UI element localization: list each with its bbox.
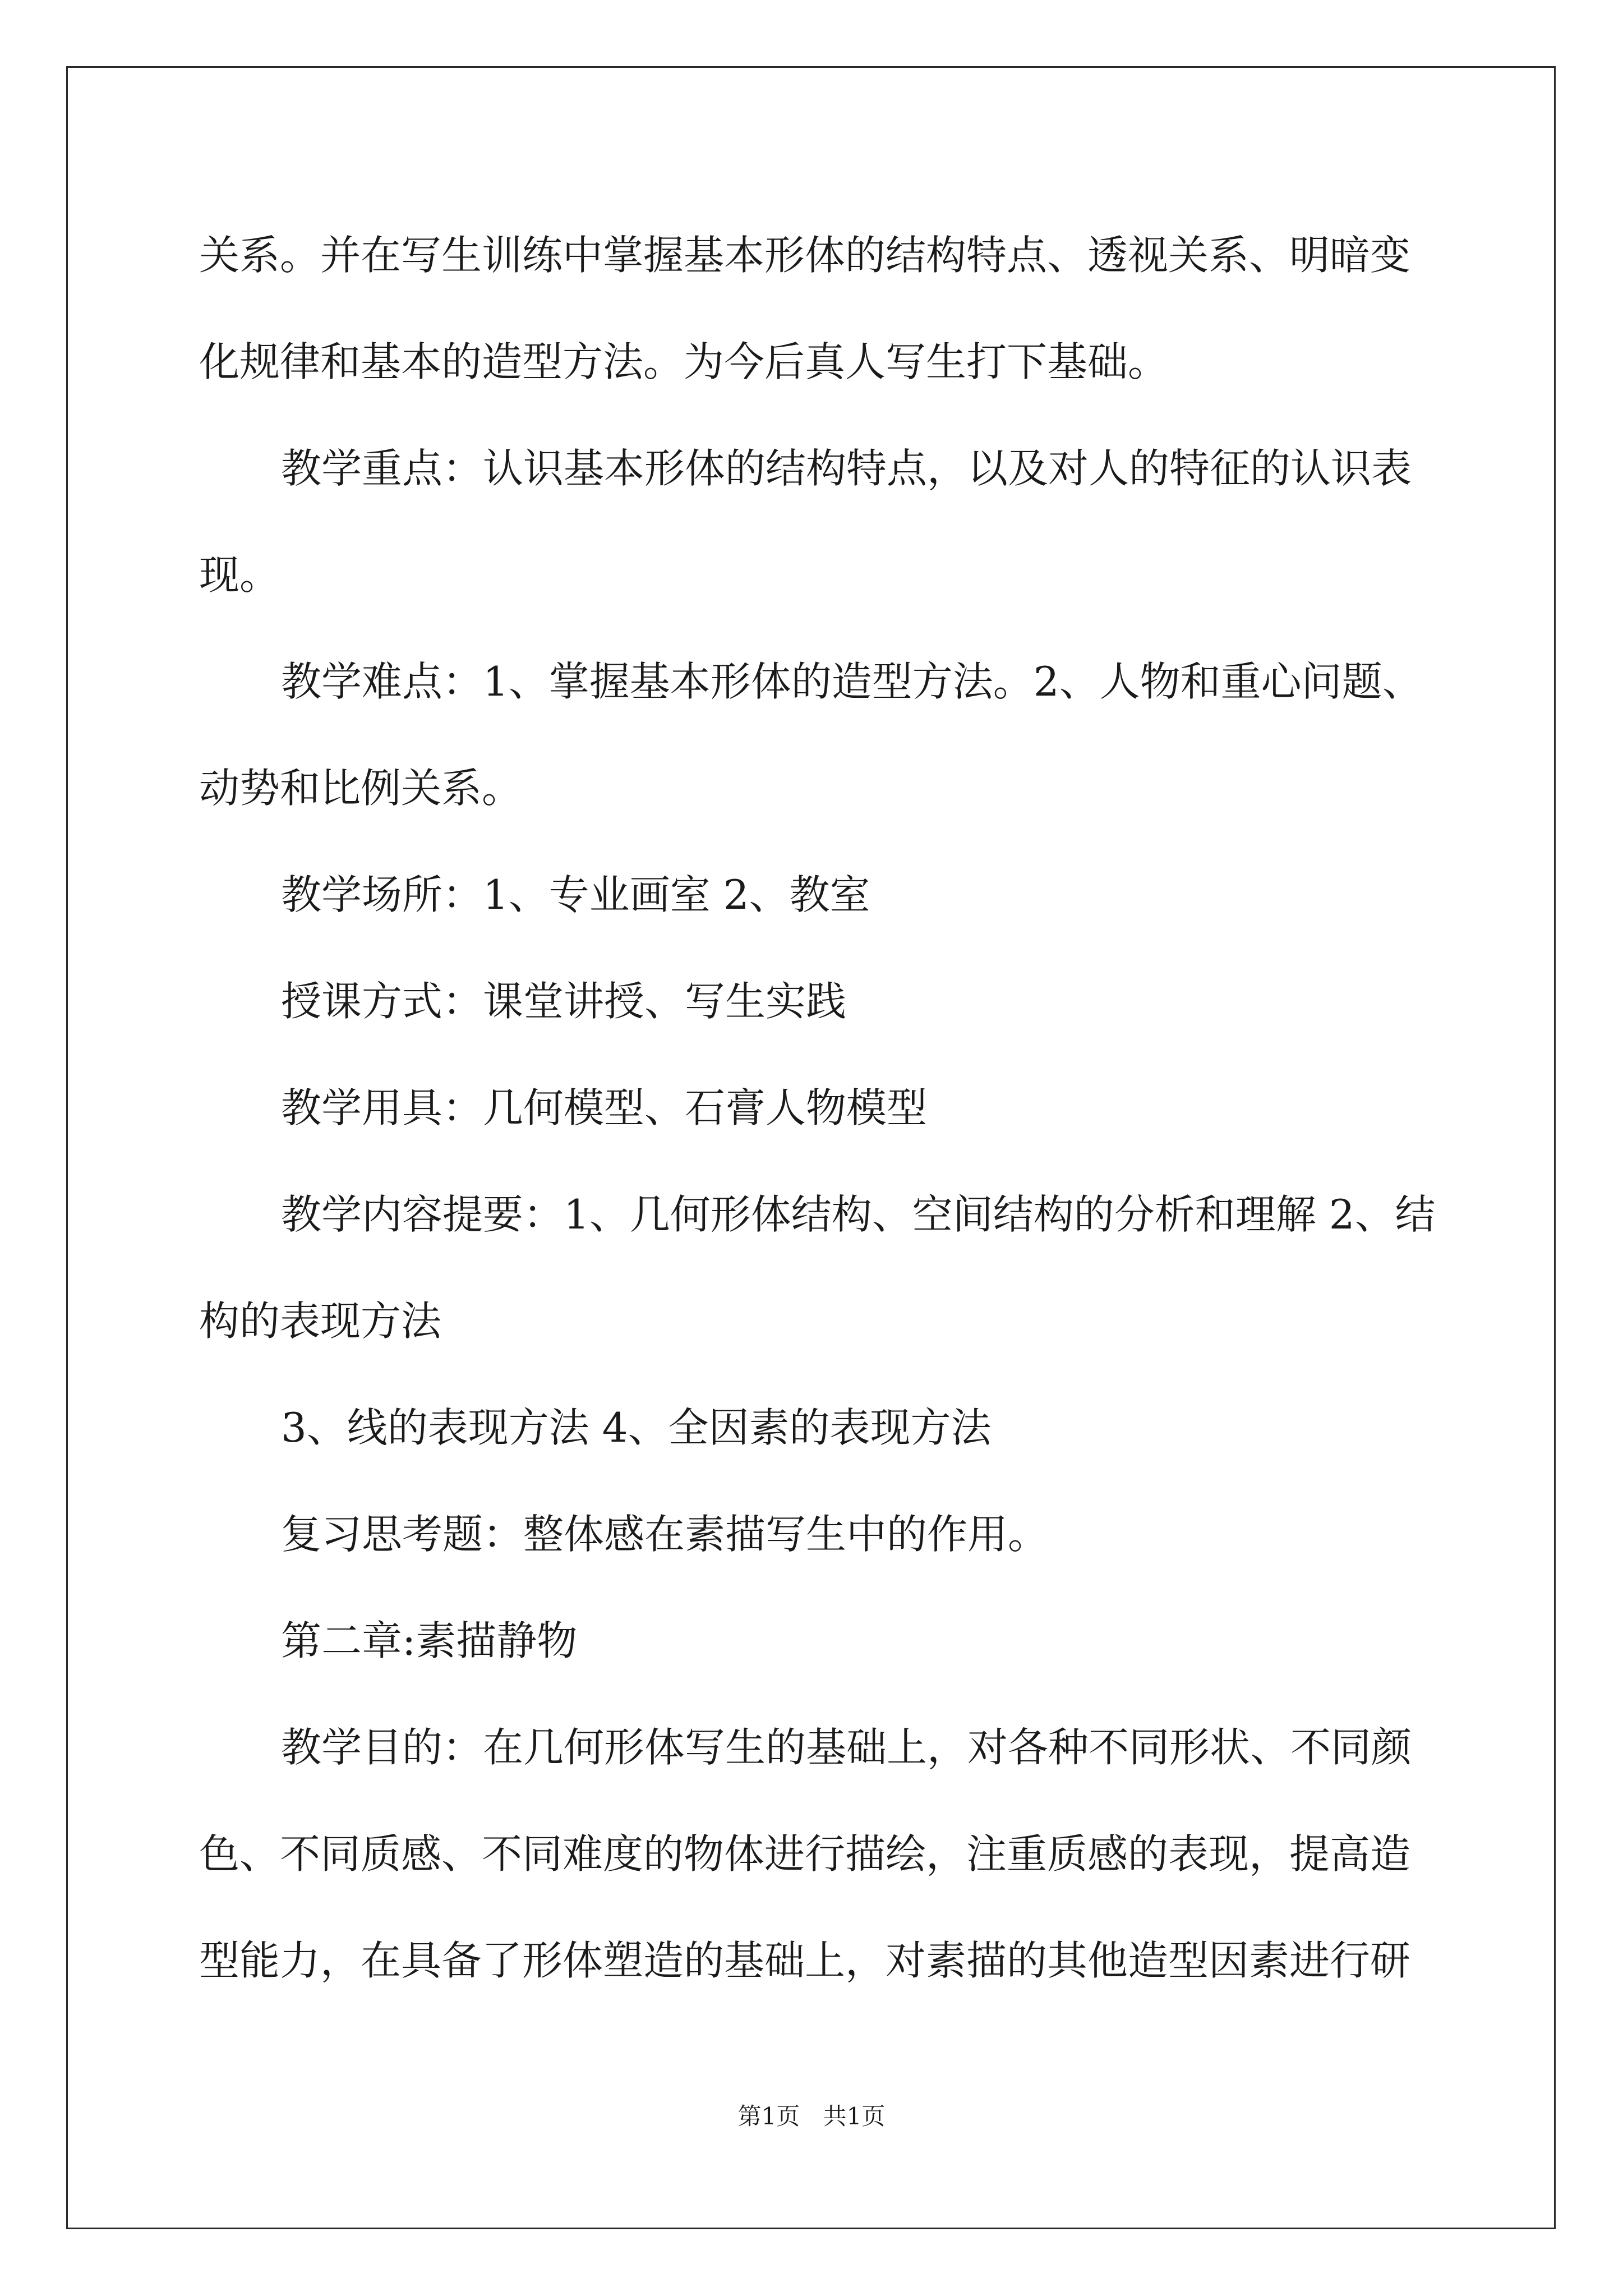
text-line: 教学场所：1、专业画室 2、教室 [281,871,870,918]
document-body [199,202,1436,2014]
text-line: 色、不同质感、不同难度的物体进行描绘，注重质感的表现，提高造 [199,1830,1411,1878]
text-line: 3、线的表现方法 4、全因素的表现方法 [281,1404,992,1451]
text-line: 关系。并在写生训练中掌握基本形体的结构特点、透视关系、明暗变 [199,232,1411,279]
page-number: 第1页 [737,2102,800,2130]
text-line: 现。 [199,551,280,599]
text-line: 教学目的：在几何形体写生的基础上，对各种不同形状、不同颜 [281,1724,1412,1771]
text-line: 型能力，在具备了形体塑造的基础上，对素描的其他造型因素进行研 [199,1937,1411,1984]
text-line: 动势和比例关系。 [199,765,523,812]
text-line: 复习思考题：整体感在素描写生中的作用。 [281,1511,1049,1558]
text-line: 教学难点：1、掌握基本形体的造型方法。2、人物和重心问题、 [281,658,1423,705]
text-line: 化规律和基本的造型方法。为今后真人写生打下基础。 [199,338,1169,385]
text-line: 教学用具：几何模型、石膏人物模型 [281,1084,928,1131]
text-line: 构的表现方法 [199,1297,442,1345]
page-total: 共1页 [823,2102,886,2130]
text-line: 授课方式：课堂讲授、写生实践 [281,978,847,1025]
text-line: 教学内容提要：1、几何形体结构、空间结构的分析和理解 2、结 [281,1191,1436,1238]
page-footer [0,2098,1623,2132]
text-line: 教学重点：认识基本形体的结构特点，以及对人的特征的认识表 [281,445,1412,492]
chapter-heading: 第二章:素描静物 [281,1617,578,1664]
